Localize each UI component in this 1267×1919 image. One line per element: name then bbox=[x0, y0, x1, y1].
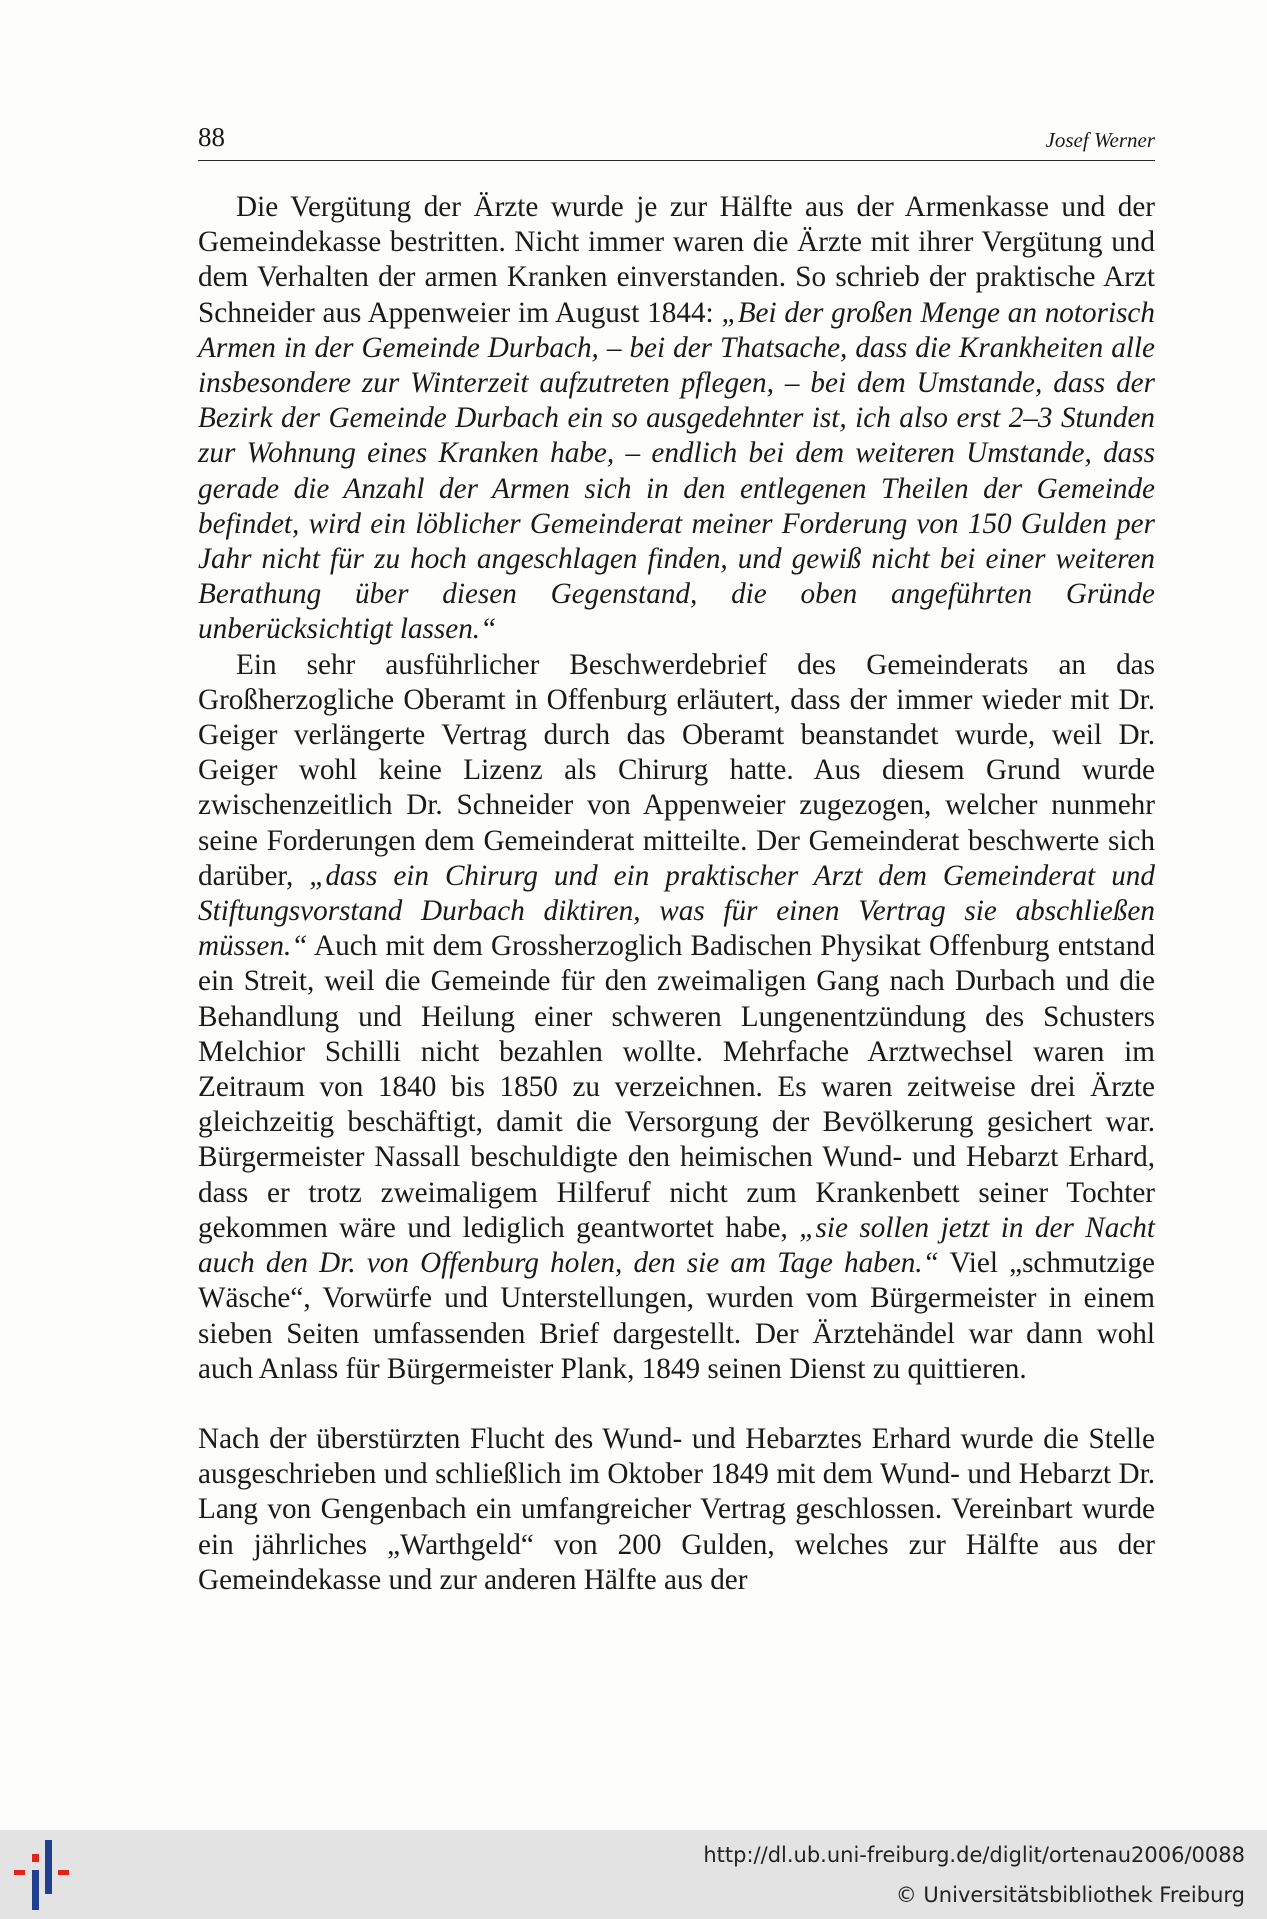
paragraph-1-text: Die Vergütung der Ärzte wurde je zur Hälfte aus der Armenkasse und der Gemeindekasse bestritten. Nicht immer waren die Ärzte mit ihrer Vergütung und dem Verhalten der armen Kranken einverstanden. So schrieb der praktische Arzt Schneider aus Appenweier im August 1844: bbox=[198, 191, 1155, 329]
paragraph-1 bbox=[198, 190, 1155, 648]
university-library-logo-icon bbox=[14, 1840, 78, 1910]
paragraph-2 bbox=[198, 648, 1155, 1387]
paragraph-3 bbox=[198, 1422, 1155, 1598]
page-header bbox=[198, 118, 1155, 161]
library-footer bbox=[0, 1830, 1267, 1919]
body-text bbox=[198, 190, 1155, 1598]
permalink-url[interactable]: http://dl.ub.uni-freiburg.de/diglit/ortenau2006/0088 bbox=[703, 1843, 1245, 1867]
running-head-author: Josef Werner bbox=[1045, 128, 1155, 152]
paragraph-2-quote-b: „sie sollen jetzt in der Nacht auch den Dr. von Offenburg holen, den sie am Tage haben.“ bbox=[198, 1211, 1155, 1280]
paragraph-2-text-a: Ein sehr ausführlicher Beschwerdebrief des Gemeinderats an das Großherzogliche Oberamt in Offenburg erläutert, dass der immer wieder mit Dr. Geiger verlängerte Vertrag durch das Oberamt beanstandet wurde, weil Dr. Geiger wohl keine Lizenz als Chirurg hatte. Aus diesem Grund wurde zwischenzeitlich Dr. Schneider von Appenweier zugezogen, welcher nunmehr seine Forderungen dem Gemeinderat mitteilte. Der Gemeinderat beschwerte sich darüber, bbox=[198, 648, 1155, 892]
copyright-notice: © Universitätsbibliothek Freiburg bbox=[895, 1883, 1245, 1907]
page-number: 88 bbox=[198, 122, 225, 152]
paragraph-1-quote: „Bei der großen Menge an notorisch Armen in der Gemeinde Durbach, – bei der Thatsache, dass die Krankheiten alle insbesondere zur Winterzeit aufzutreten pflegen, – bei dem Umstande, dass der Bezirk der Gemeinde Durbach ein so ausgedehnter ist, ich also erst 2–3 Stunden zur Wohnung eines Kranken habe, – endlich bei dem weiteren Umstande, dass gerade die Anzahl der Armen sich in den entlegenen Theilen der Gemeinde befindet, wird ein löblicher Gemeinderat meiner Forderung von 150 Gulden per Jahr nicht für zu hoch angeschlagen finden, und gewiß nicht bei einer weiteren Berathung über diesen Gegenstand, die oben angeführten Gründe unberücksichtigt lassen.“ bbox=[198, 296, 1155, 646]
paragraph-2-quote-a: „dass ein Chirurg und ein praktischer Arzt dem Gemeinderat und Stiftungsvorstand Durbach diktiren, was für einen Vertrag sie abschließen müssen.“ bbox=[198, 859, 1155, 963]
paragraph-2-text-c: Viel „schmutzige Wäsche“, Vorwürfe und Unterstellungen, wurden vom Bürgermeister in einem sieben Seiten umfassenden Brief dargestellt. Der Ärztehändel war dann wohl auch Anlass für Bürgermeister Plank, 1849 seinen Dienst zu quittieren. bbox=[198, 1247, 1155, 1385]
paragraph-3-text: Nach der überstürzten Flucht des Wund- und Hebarztes Erhard wurde die Stelle ausgeschrieben und schließlich im Oktober 1849 mit dem Wund- und Hebarzt Dr. Lang von Gengenbach ein umfangreicher Vertrag geschlossen. Vereinbart wurde ein jährliches „Warthgeld“ von 200 Gulden, welches zur Hälfte aus der Gemeindekasse und zur anderen Hälfte aus der bbox=[198, 1422, 1155, 1596]
paragraph-2-text-b: Auch mit dem Grossherzoglich Badischen Physikat Offenburg entstand ein Streit, weil die Gemeinde für den zweimaligen Gang nach Durbach und die Behandlung und Heilung einer schweren Lungenentzündung des Schusters Melchior Schilli nicht bezahlen wollte. Mehrfache Arztwechsel waren im Zeitraum von 1840 bis 1850 zu verzeichnen. Es waren zeitweise drei Ärzte gleichzeitig beschäftigt, damit die Versorgung der Bevölkerung gesichert war. Bürgermeister Nassall beschuldigte den heimischen Wund- und Hebarzt Erhard, dass er trotz zweimaligem Hilferuf nicht zum Krankenbett seiner Tochter gekommen wäre und lediglich geantwortet habe, bbox=[198, 930, 1155, 1244]
